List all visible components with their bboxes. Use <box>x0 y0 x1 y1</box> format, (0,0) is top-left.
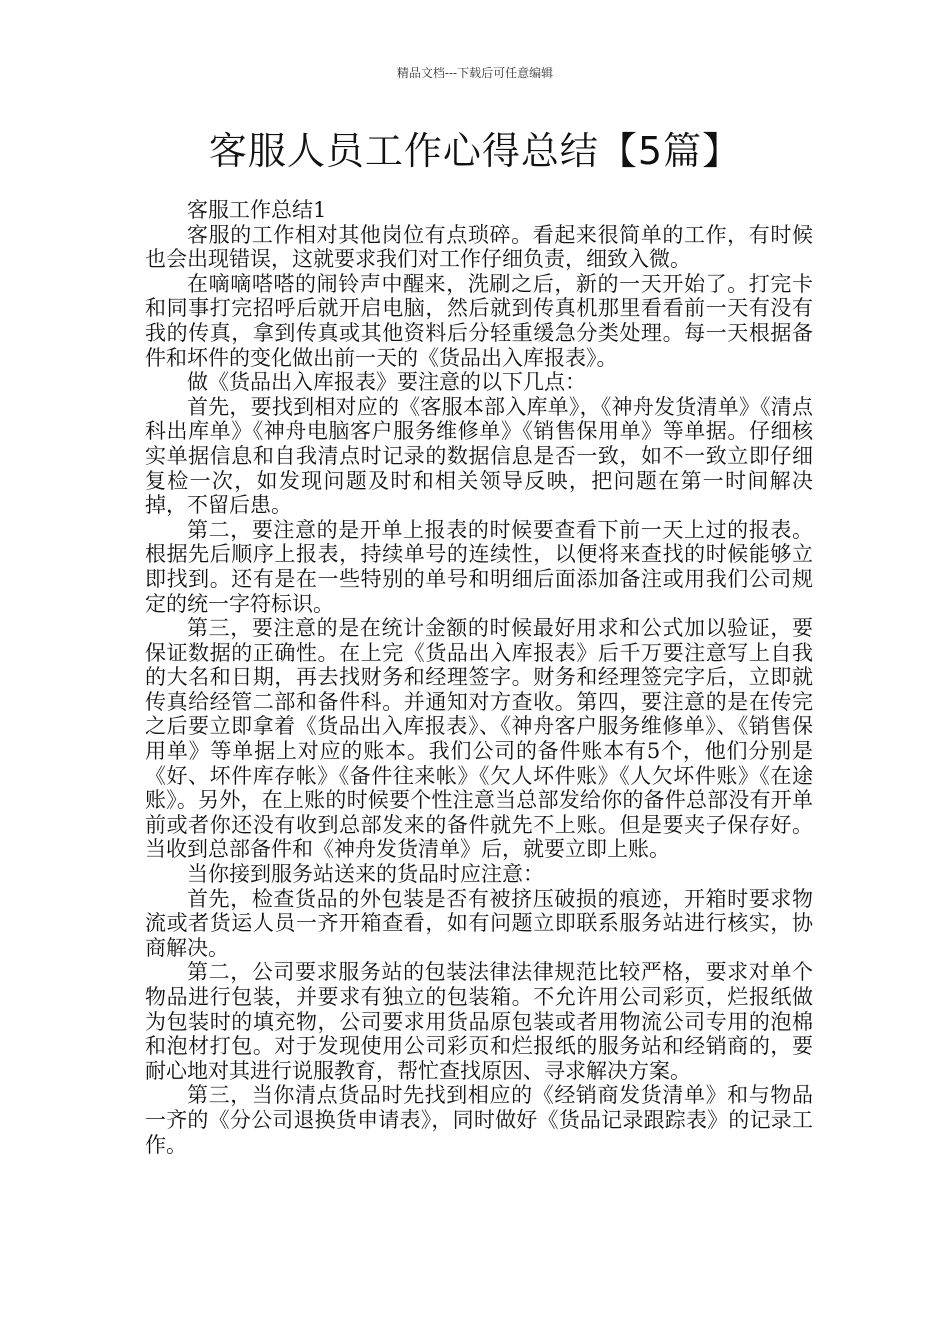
section-heading: 客服工作总结1 <box>187 198 327 222</box>
paragraph: 第二，要注意的是开单上报表的时候要查看下前一天上过的报表。根据先后顺序上报表，持续单号的连续性，以便将来查找的时候能够立即找到。还有是在一些特别的单号和明细后面添加备注或用我们公司规定的统一字符标识。 <box>145 517 813 616</box>
document-title: 客服人员工作心得总结【5篇】 <box>208 129 742 173</box>
paragraph: 首先，检查货品的外包装是否有被挤压破损的痕迹，开箱时要求物流或者货运人员一齐开箱查看，如有问题立即联系服务站进行核实，协商解决。 <box>145 886 813 960</box>
page-header-note: 精品文档---下载后可任意编辑 <box>396 66 554 80</box>
paragraph: 第三，当你清点货品时先找到相应的《经销商发货清单》和与物品一齐的《分公司退换货申请表》，同时做好《货品记录跟踪表》的记录工作。 <box>145 1083 813 1157</box>
paragraph: 第三，要注意的是在统计金额的时候最好用求和公式加以验证，要保证数据的正确性。在上完《货品出入库报表》后千万要注意写上自我的大名和日期，再去找财务和经理签字。财务和经理签完字后，立即就传真给经管二部和备件科。并通知对方查收。第四，要注意的是在传完之后要立即拿着《货品出入库报表》、《神舟客户服务维修单》、《销售保用单》等单据上对应的账本。我们公司的备件账本有5个，他们分别是《好、坏件库存帐》《备件往来帐》《欠人坏件账》《人欠坏件账》《在途账》。另外，在上账的时候要个性注意当总部发给你的备件总部没有开单前或者你还没有收到总部发来的备件就先不上账。但是要夹子保存好。当收到总部备件和《神舟发货清单》后，就要立即上账。 <box>145 616 813 862</box>
document-body <box>145 198 813 1157</box>
paragraph: 第二，公司要求服务站的包装法律法律规范比较严格，要求对单个物品进行包装，并要求有独立的包装箱。不允许用公司彩页，烂报纸做为包装时的填充物，公司要求用货品原包装或者用物流公司专用的泡棉和泡材打包。对于发现使用公司彩页和烂报纸的服务站和经销商的，要耐心地对其进行说服教育，帮忙查找原因、寻求解决方案。 <box>145 960 813 1083</box>
paragraph: 首先，要找到相对应的《客服本部入库单》，《神舟发货清单》《清点科出库单》《神舟电脑客户服务维修单》《销售保用单》等单据。仔细核实单据信息和自我清点时记录的数据信息是否一致，如不一致立即仔细复检一次，如发现问题及时和相关领导反映，把问题在第一时间解决掉，不留后患。 <box>145 394 813 518</box>
paragraph: 当你接到服务站送来的货品时应注意： <box>187 862 544 887</box>
paragraph: 在嘀嘀嗒嗒的闹铃声中醒来，洗刷之后，新的一天开始了。打完卡和同事打完招呼后就开启电脑，然后就到传真机那里看看前一天有没有我的传真，拿到传真或其他资料后分轻重缓急分类处理。每一天根据备件和坏件的变化做出前一天的《货品出入库报表》。 <box>145 271 813 370</box>
paragraph: 客服的工作相对其他岗位有点琐碎。看起来很简单的工作，有时候也会出现错误，这就要求我们对工作仔细负责，细致入微。 <box>145 222 813 272</box>
paragraph: 做《货品出入库报表》要注意的以下几点： <box>187 370 586 395</box>
